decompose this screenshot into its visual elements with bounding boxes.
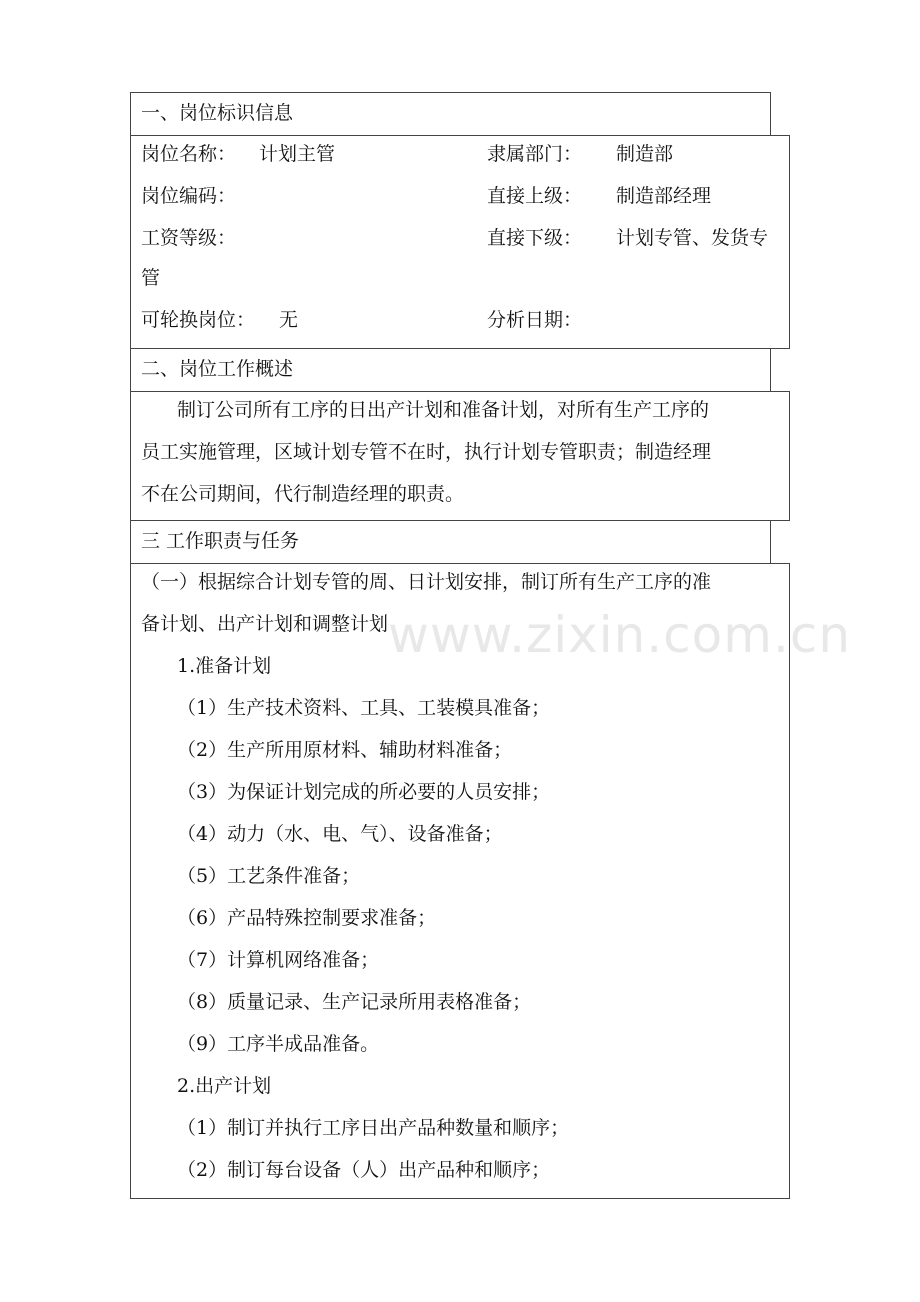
- position-name-value: 计划主管: [259, 143, 336, 165]
- duty-item: （5）工艺条件准备；: [177, 865, 361, 887]
- duty-item: （4）动力（水、电、气）、设备准备；: [177, 823, 503, 845]
- subordinate-value: 计划专管、发货专: [616, 227, 769, 249]
- duty-item: （6）产品特殊控制要求准备；: [177, 907, 437, 929]
- section3-header: [130, 520, 771, 564]
- section2-header-text: 二、岗位工作概述: [141, 358, 294, 380]
- subordinate-value-wrap: 管: [141, 267, 161, 289]
- analysis-date-label: 分析日期：: [487, 309, 583, 331]
- section1-header: [130, 92, 771, 136]
- duty-subheading: 2.出产计划: [177, 1075, 272, 1097]
- position-code-label: 岗位编码：: [141, 185, 237, 207]
- summary-line: 制订公司所有工序的日出产计划和准备计划，对所有生产工序的: [177, 399, 710, 421]
- section1-header-text: 一、岗位标识信息: [141, 102, 294, 124]
- duty-item: （9）工序半成品准备。: [177, 1033, 380, 1055]
- duty-item: （2）制订每台设备（人）出产品种和顺序；: [177, 1159, 551, 1181]
- duty-line: 备计划、出产计划和调整计划: [141, 613, 389, 635]
- duty-line: （一）根据综合计划专管的周、日计划安排，制订所有生产工序的准: [141, 571, 712, 593]
- duty-item: （2）生产所用原材料、辅助材料准备；: [177, 739, 513, 761]
- duty-item: （7）计算机网络准备；: [177, 949, 380, 971]
- rotation-value: 无: [279, 309, 299, 331]
- duty-item: （1）生产技术资料、工具、工装模具准备；: [177, 697, 551, 719]
- department-label: 隶属部门：: [487, 143, 583, 165]
- department-value: 制造部: [616, 143, 674, 165]
- section1-info-table: [130, 135, 790, 349]
- duty-item: （8）质量记录、生产记录所用表格准备；: [177, 991, 532, 1013]
- section2-summary: [130, 391, 790, 521]
- supervisor-label: 直接上级：: [487, 185, 583, 207]
- duty-item: （3）为保证计划完成的所必要的人员安排；: [177, 781, 551, 803]
- watermark: www.zixin.com.cn: [388, 606, 852, 664]
- summary-line: 不在公司期间，代行制造经理的职责。: [141, 483, 465, 505]
- subordinate-label: 直接下级：: [487, 227, 583, 249]
- salary-grade-label: 工资等级：: [141, 227, 237, 249]
- section3-header-text: 三 工作职责与任务: [141, 530, 300, 552]
- duty-item: （1）制订并执行工序日出产品种数量和顺序；: [177, 1117, 570, 1139]
- position-name-label: 岗位名称：: [141, 143, 237, 165]
- duty-subheading: 1.准备计划: [177, 655, 272, 677]
- supervisor-value: 制造部经理: [616, 185, 712, 207]
- summary-line: 员工实施管理，区域计划专管不在时，执行计划专管职责；制造经理: [141, 441, 712, 463]
- section2-header: [130, 348, 771, 392]
- rotation-label: 可轮换岗位：: [141, 309, 256, 331]
